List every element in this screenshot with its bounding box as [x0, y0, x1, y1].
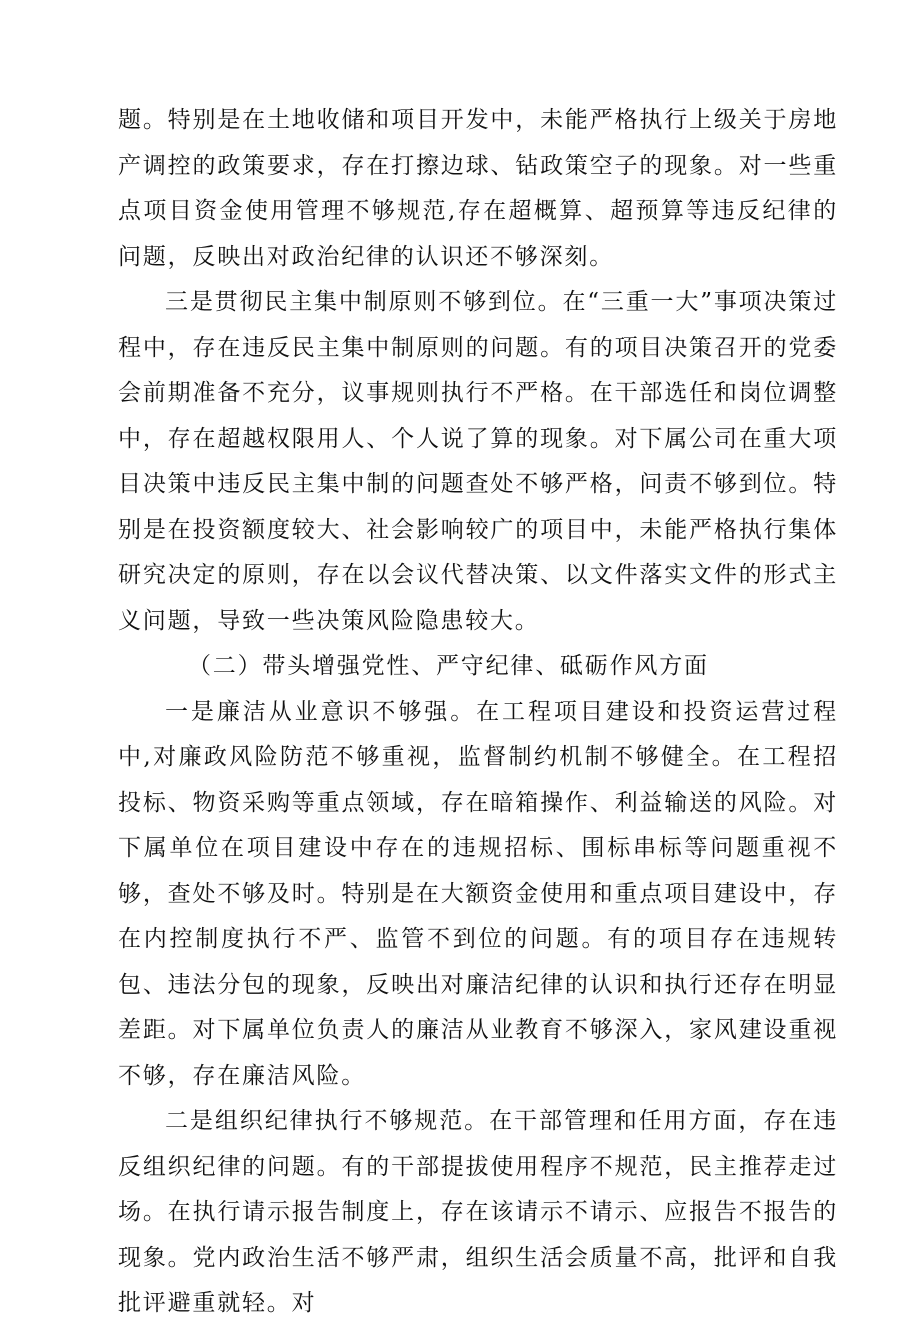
paragraph-continuation: 题。特别是在土地收储和项目开发中，未能严格执行上级关于房地产调控的政策要求，存在打擦边球、钻政策空子的现象。对一些重点项目资金使用管理不够规范,存在超概算、超预算等违反纪律的问题，反映出对政治纪律的认识还不够深刻。: [118, 107, 838, 270]
section-heading: （二）带头增强党性、严守纪律、砥砺作风方面: [188, 653, 709, 679]
document-body: [118, 98, 838, 1327]
paragraph-organizational-discipline: 二是组织纪律执行不够规范。在干部管理和任用方面，存在违反组织纪律的问题。有的干部提拔使用程序不规范，民主推荐走过场。在执行请示报告制度上，存在该请示不请示、应报告不报告的现象。党内政治生活不够严肃，组织生活会质量不高，批评和自我批评避重就轻。对: [118, 1108, 838, 1316]
paragraph-integrity: 一是廉洁从业意识不够强。在工程项目建设和投资运营过程中,对廉政风险防范不够重视，监督制约机制不够健全。在工程招投标、物资采购等重点领域，存在暗箱操作、利益输送的风险。对下属单位在项目建设中存在的违规招标、围标串标等问题重视不够，查处不够及时。特别是在大额资金使用和重点项目建设中，存在内控制度执行不严、监管不到位的问题。有的项目存在违规转包、违法分包的现象，反映出对廉洁纪律的认识和执行还存在明显差距。对下属单位负责人的廉洁从业教育不够深入，家风建设重视不够，存在廉洁风险。: [118, 698, 838, 1089]
paragraph-democratic-centralism: 三是贯彻民主集中制原则不够到位。在“三重一大”事项决策过程中，存在违反民主集中制原则的问题。有的项目决策召开的党委会前期准备不充分，议事规则执行不严格。在干部选任和岗位调整中，存在超越权限用人、个人说了算的现象。对下属公司在重大项目决策中违反民主集中制的问题查处不够严格，问责不够到位。特别是在投资额度较大、社会影响较广的项目中，未能严格执行集体研究决定的原则，存在以会议代替决策、以文件落实文件的形式主义问题，导致一些决策风险隐患较大。: [118, 289, 838, 634]
